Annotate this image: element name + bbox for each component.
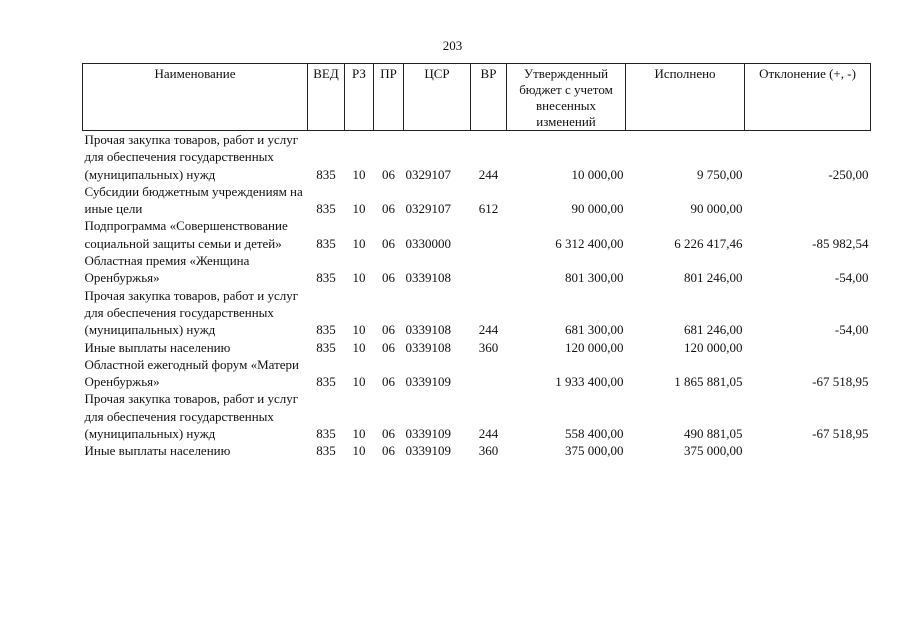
- cell-approved: 558 400,00: [565, 426, 624, 442]
- cell-approved: 6 312 400,00: [555, 235, 624, 251]
- cell-ved: 835: [316, 443, 336, 459]
- cell-approved: 1 933 400,00: [555, 374, 624, 390]
- header-name: Наименование: [83, 64, 308, 131]
- header-pr: ПР: [374, 64, 404, 131]
- cell-name: Иные выплаты населению: [84, 339, 231, 355]
- header-executed: Исполнено: [626, 64, 745, 131]
- table-row: [83, 252, 871, 287]
- cell-csr: 0329107: [405, 201, 451, 217]
- cell-rz: 10: [352, 443, 366, 459]
- cell-vr: 360: [478, 339, 499, 355]
- cell-executed: 490 881,05: [684, 426, 743, 442]
- cell-vr: 612: [478, 201, 499, 217]
- cell-vr: 244: [478, 322, 499, 338]
- cell-name: Прочая закупка товаров, работ и услуг для обеспечения государственных (муниципальных) нужд: [84, 132, 299, 182]
- table-row: [83, 442, 871, 459]
- cell-ved: 835: [316, 374, 336, 390]
- cell-deviation: -85 982,54: [812, 235, 869, 251]
- cell-ved: 835: [316, 270, 336, 286]
- page-number: 203: [442, 38, 463, 53]
- cell-rz: 10: [352, 166, 366, 182]
- header-csr: ЦСР: [404, 64, 471, 131]
- cell-deviation: [745, 339, 871, 356]
- cell-csr: 0339108: [405, 270, 451, 286]
- cell-deviation: [745, 183, 871, 218]
- cell-rz: 10: [352, 374, 366, 390]
- cell-csr: 0339109: [405, 443, 451, 459]
- cell-name: Подпрограмма «Совершенствование социальной защиты семьи и детей»: [84, 218, 288, 251]
- cell-pr: 06: [382, 443, 395, 459]
- cell-vr: [471, 217, 507, 252]
- table-row: [83, 131, 871, 183]
- cell-executed: 6 226 417,46: [674, 235, 743, 251]
- table-row: [83, 339, 871, 356]
- cell-vr: 244: [478, 426, 499, 442]
- cell-executed: 9 750,00: [697, 166, 743, 182]
- cell-executed: 801 246,00: [684, 270, 743, 286]
- cell-csr: 0329107: [405, 166, 451, 182]
- cell-csr: 0339109: [405, 374, 451, 390]
- cell-deviation: [745, 442, 871, 459]
- table-header-row: [83, 64, 871, 131]
- cell-pr: 06: [382, 426, 395, 442]
- cell-pr: 06: [382, 374, 395, 390]
- cell-rz: 10: [352, 235, 366, 251]
- cell-name: Областная премия «Женщина Оренбуржья»: [84, 253, 250, 286]
- header-vr: ВР: [471, 64, 507, 131]
- cell-csr: 0330000: [405, 235, 451, 251]
- cell-pr: 06: [382, 166, 395, 182]
- cell-deviation: -54,00: [834, 270, 869, 286]
- cell-executed: 90 000,00: [690, 201, 743, 217]
- cell-csr: 0339108: [405, 339, 451, 355]
- cell-name: Иные выплаты населению: [84, 443, 231, 459]
- header-rz: РЗ: [345, 64, 374, 131]
- cell-approved: 10 000,00: [571, 166, 624, 182]
- cell-deviation: -67 518,95: [812, 426, 869, 442]
- header-ved: ВЕД: [308, 64, 345, 131]
- cell-deviation: -67 518,95: [812, 374, 869, 390]
- cell-ved: 835: [316, 201, 336, 217]
- cell-ved: 835: [316, 166, 336, 182]
- cell-name: Прочая закупка товаров, работ и услуг для обеспечения государственных (муниципальных) нужд: [84, 287, 299, 338]
- cell-pr: 06: [382, 270, 395, 286]
- cell-rz: 10: [352, 339, 366, 355]
- cell-deviation: -250,00: [828, 166, 869, 182]
- cell-pr: 06: [382, 201, 395, 217]
- cell-vr: [471, 356, 507, 391]
- budget-table: [82, 63, 871, 460]
- cell-rz: 10: [352, 426, 366, 442]
- table-row: [83, 390, 871, 442]
- cell-ved: 835: [316, 339, 336, 355]
- cell-executed: 375 000,00: [684, 443, 743, 459]
- cell-approved: 681 300,00: [565, 322, 624, 338]
- cell-pr: 06: [382, 235, 395, 251]
- table-row: [83, 183, 871, 218]
- cell-csr: 0339108: [405, 322, 451, 338]
- cell-pr: 06: [382, 339, 395, 355]
- cell-name: Прочая закупка товаров, работ и услуг для обеспечения государственных (муниципальных) нужд: [84, 391, 299, 442]
- cell-ved: 835: [316, 426, 336, 442]
- cell-approved: 90 000,00: [571, 201, 624, 217]
- cell-executed: 681 246,00: [684, 322, 743, 338]
- cell-rz: 10: [352, 201, 366, 217]
- cell-approved: 375 000,00: [565, 443, 624, 459]
- header-deviation: Отклонение (+, -): [745, 64, 871, 131]
- cell-ved: 835: [316, 322, 336, 338]
- cell-vr: [471, 252, 507, 287]
- table-row: [83, 356, 871, 391]
- cell-pr: 06: [382, 322, 395, 338]
- cell-ved: 835: [316, 235, 336, 251]
- cell-vr: 360: [478, 443, 499, 459]
- table-row: [83, 287, 871, 339]
- cell-executed: 1 865 881,05: [674, 374, 743, 390]
- cell-approved: 801 300,00: [565, 270, 624, 286]
- cell-name: Областной ежегодный форум «Матери Оренбуржья»: [84, 356, 300, 390]
- table-row: [83, 217, 871, 252]
- cell-csr: 0339109: [405, 426, 451, 442]
- header-approved: Утвержденный бюджет с учетом внесенных изменений: [507, 64, 626, 131]
- cell-name: Субсидии бюджетным учреждениям на иные цели: [84, 183, 303, 217]
- cell-vr: 244: [478, 166, 499, 182]
- cell-approved: 120 000,00: [565, 339, 624, 355]
- cell-rz: 10: [352, 322, 366, 338]
- table-body: [83, 131, 871, 460]
- cell-rz: 10: [352, 270, 366, 286]
- cell-executed: 120 000,00: [684, 339, 743, 355]
- cell-deviation: -54,00: [834, 322, 869, 338]
